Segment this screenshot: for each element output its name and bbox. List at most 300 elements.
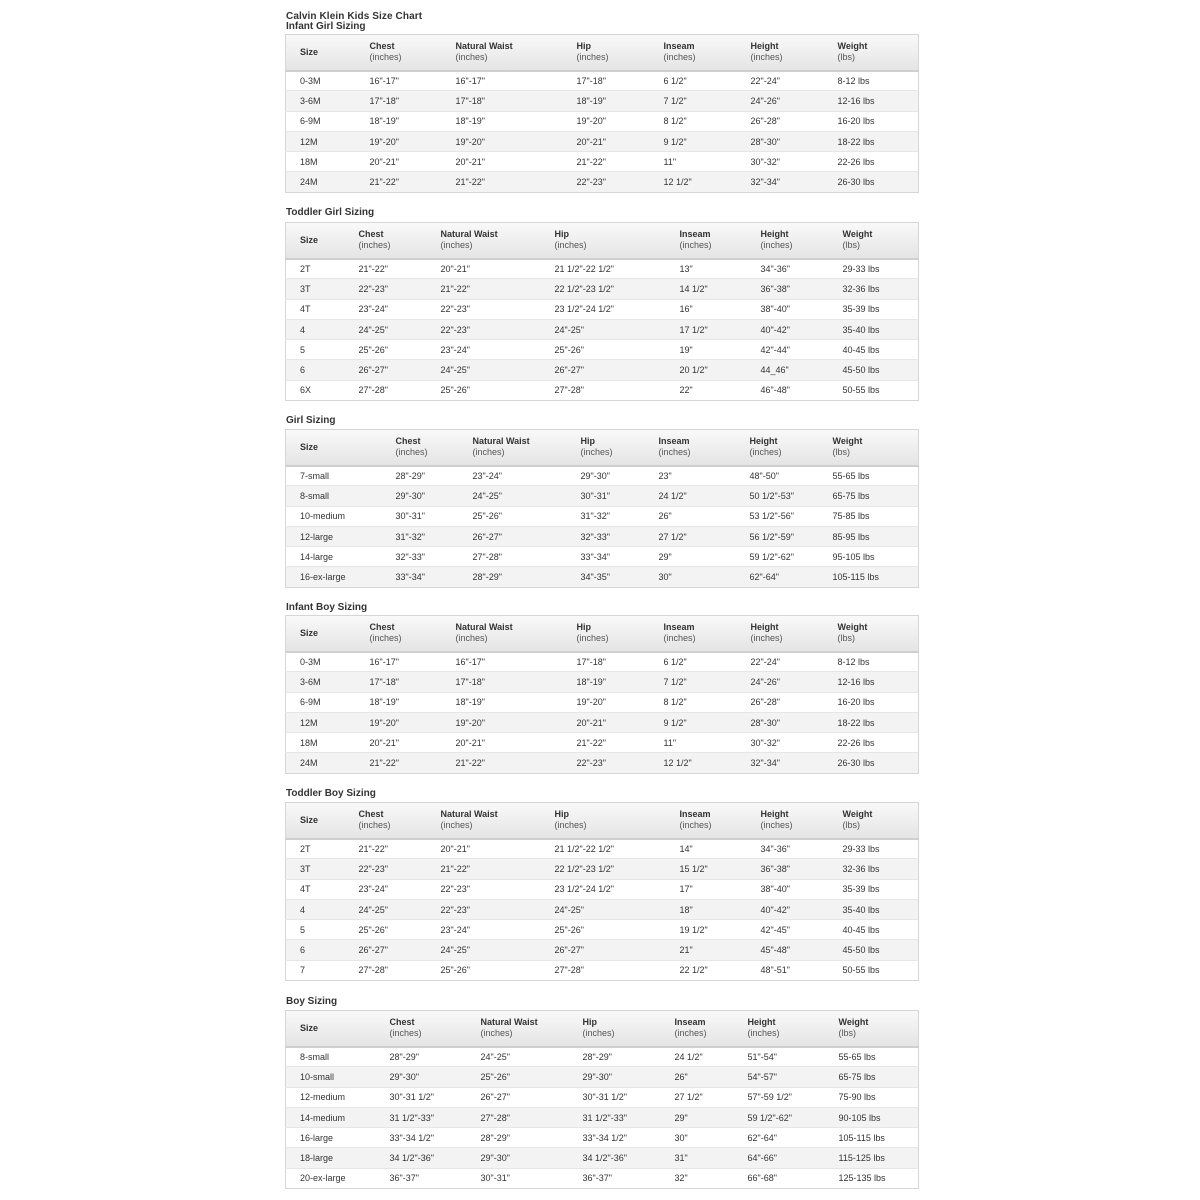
column-header-label: Weight <box>842 809 873 820</box>
table-cell-size: 8-small <box>286 1047 376 1067</box>
table-row <box>286 380 919 400</box>
column-header-label: Natural Waist <box>455 622 513 633</box>
table-cell-height: 26"-28" <box>737 111 824 131</box>
table-header-row <box>286 223 919 259</box>
table-cell-size: 3-6M <box>286 91 356 111</box>
column-header-label: Chest <box>389 1017 415 1028</box>
table-cell-size: 3T <box>286 279 345 299</box>
column-header-label: Natural Waist <box>440 229 498 240</box>
column-header-label: Chest <box>369 41 395 52</box>
column-header-label: Height <box>750 41 779 52</box>
table-cell-chest: 25"-26" <box>345 340 427 360</box>
table-row <box>286 733 919 753</box>
table-cell-inseam: 19" <box>666 340 747 360</box>
column-header-unit: (inches) <box>658 447 691 458</box>
table-cell-natural-waist: 18"-19" <box>442 692 563 712</box>
table-cell-size: 12M <box>286 131 356 151</box>
table-row <box>286 899 919 919</box>
table-cell-inseam: 29" <box>661 1107 734 1127</box>
table-row <box>286 91 919 111</box>
table-cell-weight: 16-20 lbs <box>824 111 919 131</box>
table-cell-chest: 21"-22" <box>356 172 442 192</box>
table-cell-size: 12-large <box>286 526 382 546</box>
column-header-weight <box>824 616 919 652</box>
table-row <box>286 486 919 506</box>
table-cell-hip: 22"-23" <box>563 172 650 192</box>
table-cell-inseam: 27 1/2" <box>645 526 736 546</box>
table-cell-height: 26"-28" <box>737 692 824 712</box>
column-header-unit: (lbs) <box>837 52 855 63</box>
table-cell-size: 3T <box>286 859 345 879</box>
table-cell-height: 42"-44" <box>747 340 829 360</box>
table-cell-weight: 22-26 lbs <box>824 152 919 172</box>
table-cell-height: 56 1/2"-59" <box>736 526 819 546</box>
table-cell-inseam: 14" <box>666 839 747 859</box>
table-cell-chest: 28"-29" <box>376 1047 467 1067</box>
column-header-unit: (inches) <box>389 1028 422 1039</box>
table-cell-size: 10-medium <box>286 506 382 526</box>
table-cell-inseam: 16" <box>666 299 747 319</box>
table-cell-height: 32"-34" <box>737 753 824 773</box>
column-header-hip <box>567 430 645 466</box>
table-cell-chest: 27"-28" <box>345 380 427 400</box>
table-cell-hip: 27"-28" <box>541 960 666 980</box>
table-cell-chest: 33"-34" <box>382 567 459 587</box>
table-cell-height: 48"-51" <box>747 960 829 980</box>
table-cell-height: 38"-40" <box>747 299 829 319</box>
column-header-label: Chest <box>395 436 421 447</box>
column-header-weight <box>819 430 919 466</box>
table-cell-chest: 28"-29" <box>382 466 459 486</box>
table-cell-chest: 31 1/2"-33" <box>376 1107 467 1127</box>
column-header-size <box>286 1011 376 1047</box>
table-cell-weight: 75-85 lbs <box>819 506 919 526</box>
column-header-inseam <box>666 803 747 839</box>
table-cell-natural-waist: 20"-21" <box>442 733 563 753</box>
table-cell-weight: 115-125 lbs <box>825 1148 919 1168</box>
column-header-unit: (inches) <box>580 447 613 458</box>
column-header-height <box>737 35 824 71</box>
table-cell-natural-waist: 23"-24" <box>427 920 541 940</box>
column-header-unit: (inches) <box>369 52 402 63</box>
table-row <box>286 1087 919 1107</box>
column-header-label: Chest <box>358 809 384 820</box>
table-cell-hip: 24"-25" <box>541 899 666 919</box>
table-cell-natural-waist: 25"-26" <box>467 1067 569 1087</box>
table-cell-natural-waist: 21"-22" <box>427 279 541 299</box>
table-cell-inseam: 20 1/2" <box>666 360 747 380</box>
table-cell-natural-waist: 22"-23" <box>427 879 541 899</box>
column-header-inseam <box>645 430 736 466</box>
table-cell-inseam: 12 1/2" <box>650 172 737 192</box>
column-header-label: Weight <box>842 229 873 240</box>
column-header-label: Hip <box>554 229 569 240</box>
table-cell-weight: 65-75 lbs <box>819 486 919 506</box>
table-cell-hip: 28"-29" <box>569 1047 661 1067</box>
table-cell-chest: 22"-23" <box>345 279 427 299</box>
table-header-row <box>286 1011 919 1047</box>
table-cell-hip: 20"-21" <box>563 131 650 151</box>
column-header-unit: (inches) <box>369 633 402 644</box>
column-header-natural-waist <box>442 616 563 652</box>
table-cell-height: 57"-59 1/2" <box>734 1087 825 1107</box>
table-cell-height: 50 1/2"-53" <box>736 486 819 506</box>
table-cell-natural-waist: 24"-25" <box>427 360 541 380</box>
table-cell-height: 66"-68" <box>734 1168 825 1188</box>
table-cell-chest: 20"-21" <box>356 733 442 753</box>
table-cell-weight: 26-30 lbs <box>824 172 919 192</box>
table-cell-height: 24"-26" <box>737 672 824 692</box>
table-cell-natural-waist: 23"-24" <box>459 466 567 486</box>
table-cell-weight: 16-20 lbs <box>824 692 919 712</box>
table-cell-size: 5 <box>286 920 345 940</box>
column-header-unit: (inches) <box>576 52 609 63</box>
column-header-chest <box>345 803 427 839</box>
table-cell-natural-waist: 25"-26" <box>427 380 541 400</box>
table-cell-size: 0-3M <box>286 71 356 91</box>
table-cell-natural-waist: 29"-30" <box>467 1148 569 1168</box>
table-cell-height: 59 1/2"-62" <box>736 547 819 567</box>
table-cell-natural-waist: 30"-31" <box>467 1168 569 1188</box>
table-cell-weight: 18-22 lbs <box>824 712 919 732</box>
column-header-label: Inseam <box>663 41 695 52</box>
table-cell-size: 24M <box>286 172 356 192</box>
table-cell-inseam: 11" <box>650 733 737 753</box>
column-header-unit: (inches) <box>750 633 783 644</box>
table-cell-chest: 19"-20" <box>356 712 442 732</box>
table-cell-natural-waist: 17"-18" <box>442 91 563 111</box>
table-cell-chest: 16"-17" <box>356 652 442 672</box>
column-header-unit: (inches) <box>576 633 609 644</box>
table-cell-height: 44_46" <box>747 360 829 380</box>
table-cell-height: 54"-57" <box>734 1067 825 1087</box>
column-header-weight <box>829 803 919 839</box>
table-cell-inseam: 7 1/2" <box>650 91 737 111</box>
table-cell-hip: 21"-22" <box>563 152 650 172</box>
column-header-label: Size <box>300 814 319 825</box>
table-cell-inseam: 11" <box>650 152 737 172</box>
table-row <box>286 960 919 980</box>
table-cell-inseam: 9 1/2" <box>650 712 737 732</box>
table-cell-hip: 17"-18" <box>563 71 650 91</box>
table-cell-inseam: 18" <box>666 899 747 919</box>
table-cell-weight: 75-90 lbs <box>825 1087 919 1107</box>
table-cell-weight: 29-33 lbs <box>829 839 919 859</box>
column-header-chest <box>376 1011 467 1047</box>
column-header-size <box>286 616 356 652</box>
table-cell-inseam: 26" <box>661 1067 734 1087</box>
column-header-label: Inseam <box>679 809 711 820</box>
table-row <box>286 526 919 546</box>
table-cell-size: 14-large <box>286 547 382 567</box>
table-cell-height: 51"-54" <box>734 1047 825 1067</box>
table-cell-inseam: 24 1/2" <box>645 486 736 506</box>
table-cell-hip: 25"-26" <box>541 340 666 360</box>
table-cell-size: 8-small <box>286 486 382 506</box>
table-cell-size: 5 <box>286 340 345 360</box>
table-cell-inseam: 19 1/2" <box>666 920 747 940</box>
column-header-unit: (inches) <box>679 240 712 251</box>
column-header-label: Size <box>300 627 319 638</box>
table-cell-inseam: 17" <box>666 879 747 899</box>
table-cell-inseam: 7 1/2" <box>650 672 737 692</box>
column-header-unit: (lbs) <box>832 447 850 458</box>
column-header-chest <box>345 223 427 259</box>
table-header-row <box>286 35 919 71</box>
table-cell-size: 18M <box>286 733 356 753</box>
table-cell-chest: 26"-27" <box>345 360 427 380</box>
table-cell-hip: 23 1/2"-24 1/2" <box>541 299 666 319</box>
table-cell-inseam: 8 1/2" <box>650 111 737 131</box>
table-cell-natural-waist: 21"-22" <box>442 753 563 773</box>
table-cell-chest: 24"-25" <box>345 899 427 919</box>
column-header-hip <box>541 223 666 259</box>
table-cell-weight: 50-55 lbs <box>829 960 919 980</box>
table-cell-inseam: 17 1/2" <box>666 319 747 339</box>
table-cell-inseam: 32" <box>661 1168 734 1188</box>
column-header-unit: (inches) <box>582 1028 615 1039</box>
column-header-label: Hip <box>576 41 591 52</box>
column-header-unit: (inches) <box>480 1028 513 1039</box>
table-cell-weight: 32-36 lbs <box>829 279 919 299</box>
table-cell-natural-waist: 24"-25" <box>427 940 541 960</box>
column-header-inseam <box>661 1011 734 1047</box>
column-header-unit: (inches) <box>760 240 793 251</box>
table-cell-chest: 34 1/2"-36" <box>376 1148 467 1168</box>
table-cell-chest: 24"-25" <box>345 319 427 339</box>
table-cell-size: 4 <box>286 319 345 339</box>
table-cell-height: 45"-48" <box>747 940 829 960</box>
column-header-unit: (inches) <box>749 447 782 458</box>
table-cell-weight: 8-12 lbs <box>824 652 919 672</box>
table-cell-hip: 31"-32" <box>567 506 645 526</box>
table-cell-hip: 34 1/2"-36" <box>569 1148 661 1168</box>
table-cell-size: 4T <box>286 299 345 319</box>
table-cell-height: 30"-32" <box>737 733 824 753</box>
table-row <box>286 1168 919 1188</box>
toddler-girl-sizing-title: Toddler Girl Sizing <box>286 207 375 218</box>
table-row <box>286 466 919 486</box>
table-cell-size: 7-small <box>286 466 382 486</box>
table-header-row <box>286 430 919 466</box>
table-cell-hip: 22"-23" <box>563 753 650 773</box>
table-cell-height: 22"-24" <box>737 652 824 672</box>
column-header-unit: (lbs) <box>842 240 860 251</box>
table-cell-chest: 19"-20" <box>356 131 442 151</box>
column-header-unit: (inches) <box>472 447 505 458</box>
table-cell-height: 34"-36" <box>747 259 829 279</box>
table-row <box>286 111 919 131</box>
column-header-unit: (inches) <box>554 240 587 251</box>
column-header-label: Size <box>300 234 319 245</box>
column-header-label: Natural Waist <box>480 1017 538 1028</box>
column-header-hip <box>569 1011 661 1047</box>
table-cell-hip: 26"-27" <box>541 940 666 960</box>
table-cell-height: 38"-40" <box>747 879 829 899</box>
table-cell-size: 6-9M <box>286 692 356 712</box>
column-header-label: Size <box>300 441 319 452</box>
column-header-height <box>747 223 829 259</box>
table-cell-natural-waist: 27"-28" <box>459 547 567 567</box>
table-cell-size: 16-large <box>286 1128 376 1148</box>
table-cell-chest: 21"-22" <box>345 259 427 279</box>
column-header-size <box>286 803 345 839</box>
table-cell-size: 6 <box>286 940 345 960</box>
table-row <box>286 506 919 526</box>
table-cell-height: 32"-34" <box>737 172 824 192</box>
table-cell-size: 2T <box>286 259 345 279</box>
table-cell-hip: 21"-22" <box>563 733 650 753</box>
table-row <box>286 567 919 587</box>
toddler-boy-sizing-table <box>285 802 919 981</box>
table-cell-height: 64"-66" <box>734 1148 825 1168</box>
table-cell-height: 36"-38" <box>747 859 829 879</box>
table-cell-chest: 30"-31" <box>382 506 459 526</box>
table-cell-chest: 21"-22" <box>356 753 442 773</box>
column-header-unit: (inches) <box>750 52 783 63</box>
table-cell-hip: 26"-27" <box>541 360 666 380</box>
column-header-chest <box>356 35 442 71</box>
column-header-size <box>286 223 345 259</box>
table-cell-inseam: 26" <box>645 506 736 526</box>
column-header-label: Chest <box>369 622 395 633</box>
table-cell-hip: 17"-18" <box>563 652 650 672</box>
table-cell-chest: 21"-22" <box>345 839 427 859</box>
table-cell-natural-waist: 17"-18" <box>442 672 563 692</box>
table-cell-hip: 19"-20" <box>563 692 650 712</box>
table-cell-hip: 30"-31" <box>567 486 645 506</box>
column-header-chest <box>382 430 459 466</box>
table-cell-weight: 40-45 lbs <box>829 340 919 360</box>
table-cell-hip: 18"-19" <box>563 672 650 692</box>
table-cell-chest: 27"-28" <box>345 960 427 980</box>
table-cell-hip: 33"-34" <box>567 547 645 567</box>
table-row <box>286 859 919 879</box>
table-cell-weight: 65-75 lbs <box>825 1067 919 1087</box>
table-cell-natural-waist: 27"-28" <box>467 1107 569 1127</box>
column-header-natural-waist <box>467 1011 569 1047</box>
table-row <box>286 1128 919 1148</box>
table-cell-height: 34"-36" <box>747 839 829 859</box>
table-cell-size: 3-6M <box>286 672 356 692</box>
column-header-inseam <box>666 223 747 259</box>
table-cell-inseam: 21" <box>666 940 747 960</box>
table-cell-inseam: 12 1/2" <box>650 753 737 773</box>
table-cell-hip: 27"-28" <box>541 380 666 400</box>
column-header-label: Inseam <box>674 1017 706 1028</box>
table-cell-natural-waist: 24"-25" <box>467 1047 569 1067</box>
column-header-inseam <box>650 35 737 71</box>
column-header-label: Height <box>749 436 778 447</box>
table-cell-height: 62"-64" <box>736 567 819 587</box>
table-row <box>286 920 919 940</box>
table-cell-height: 48"-50" <box>736 466 819 486</box>
table-cell-size: 12M <box>286 712 356 732</box>
column-header-weight <box>825 1011 919 1047</box>
column-header-label: Inseam <box>679 229 711 240</box>
column-header-hip <box>541 803 666 839</box>
table-cell-size: 16-ex-large <box>286 567 382 587</box>
boy-sizing-title: Boy Sizing <box>286 996 338 1007</box>
column-header-unit: (inches) <box>455 52 488 63</box>
column-header-size <box>286 430 382 466</box>
table-cell-natural-waist: 22"-23" <box>427 299 541 319</box>
column-header-label: Height <box>760 229 789 240</box>
table-cell-inseam: 8 1/2" <box>650 692 737 712</box>
column-header-unit: (inches) <box>554 820 587 831</box>
table-cell-natural-waist: 20"-21" <box>427 259 541 279</box>
table-cell-weight: 35-39 lbs <box>829 299 919 319</box>
table-cell-natural-waist: 25"-26" <box>459 506 567 526</box>
table-cell-size: 4 <box>286 899 345 919</box>
table-cell-inseam: 30" <box>645 567 736 587</box>
table-row <box>286 940 919 960</box>
table-cell-chest: 29"-30" <box>382 486 459 506</box>
table-cell-height: 28"-30" <box>737 712 824 732</box>
column-header-weight <box>829 223 919 259</box>
table-row <box>286 652 919 672</box>
table-cell-inseam: 9 1/2" <box>650 131 737 151</box>
table-cell-hip: 30"-31 1/2" <box>569 1087 661 1107</box>
column-header-label: Natural Waist <box>455 41 513 52</box>
table-cell-size: 2T <box>286 839 345 859</box>
table-cell-inseam: 27 1/2" <box>661 1087 734 1107</box>
table-cell-hip: 24"-25" <box>541 319 666 339</box>
table-cell-inseam: 15 1/2" <box>666 859 747 879</box>
table-cell-hip: 19"-20" <box>563 111 650 131</box>
table-cell-weight: 55-65 lbs <box>825 1047 919 1067</box>
boy-sizing-table <box>285 1010 919 1189</box>
table-row <box>286 712 919 732</box>
table-cell-height: 28"-30" <box>737 131 824 151</box>
table-cell-weight: 29-33 lbs <box>829 259 919 279</box>
table-cell-natural-waist: 21"-22" <box>427 859 541 879</box>
table-cell-chest: 26"-27" <box>345 940 427 960</box>
table-cell-natural-waist: 28"-29" <box>459 567 567 587</box>
table-cell-weight: 55-65 lbs <box>819 466 919 486</box>
table-cell-natural-waist: 22"-23" <box>427 319 541 339</box>
column-header-size <box>286 35 356 71</box>
table-cell-hip: 20"-21" <box>563 712 650 732</box>
table-cell-inseam: 14 1/2" <box>666 279 747 299</box>
table-row <box>286 131 919 151</box>
table-cell-weight: 32-36 lbs <box>829 859 919 879</box>
column-header-unit: (inches) <box>663 52 696 63</box>
column-header-unit: (inches) <box>455 633 488 644</box>
table-cell-chest: 23"-24" <box>345 879 427 899</box>
table-cell-size: 4T <box>286 879 345 899</box>
column-header-unit: (inches) <box>358 240 391 251</box>
table-cell-natural-waist: 21"-22" <box>442 172 563 192</box>
table-cell-chest: 30"-31 1/2" <box>376 1087 467 1107</box>
column-header-height <box>734 1011 825 1047</box>
table-cell-height: 62"-64" <box>734 1128 825 1148</box>
table-cell-weight: 85-95 lbs <box>819 526 919 546</box>
column-header-hip <box>563 35 650 71</box>
table-cell-inseam: 6 1/2" <box>650 71 737 91</box>
table-cell-hip: 22 1/2"-23 1/2" <box>541 859 666 879</box>
girl-sizing-table <box>285 429 919 588</box>
table-cell-size: 12-medium <box>286 1087 376 1107</box>
column-header-height <box>737 616 824 652</box>
column-header-label: Height <box>750 622 779 633</box>
table-cell-weight: 22-26 lbs <box>824 733 919 753</box>
column-header-unit: (inches) <box>440 240 473 251</box>
table-cell-natural-waist: 20"-21" <box>427 839 541 859</box>
table-cell-inseam: 31" <box>661 1148 734 1168</box>
table-row <box>286 360 919 380</box>
table-cell-height: 46"-48" <box>747 380 829 400</box>
